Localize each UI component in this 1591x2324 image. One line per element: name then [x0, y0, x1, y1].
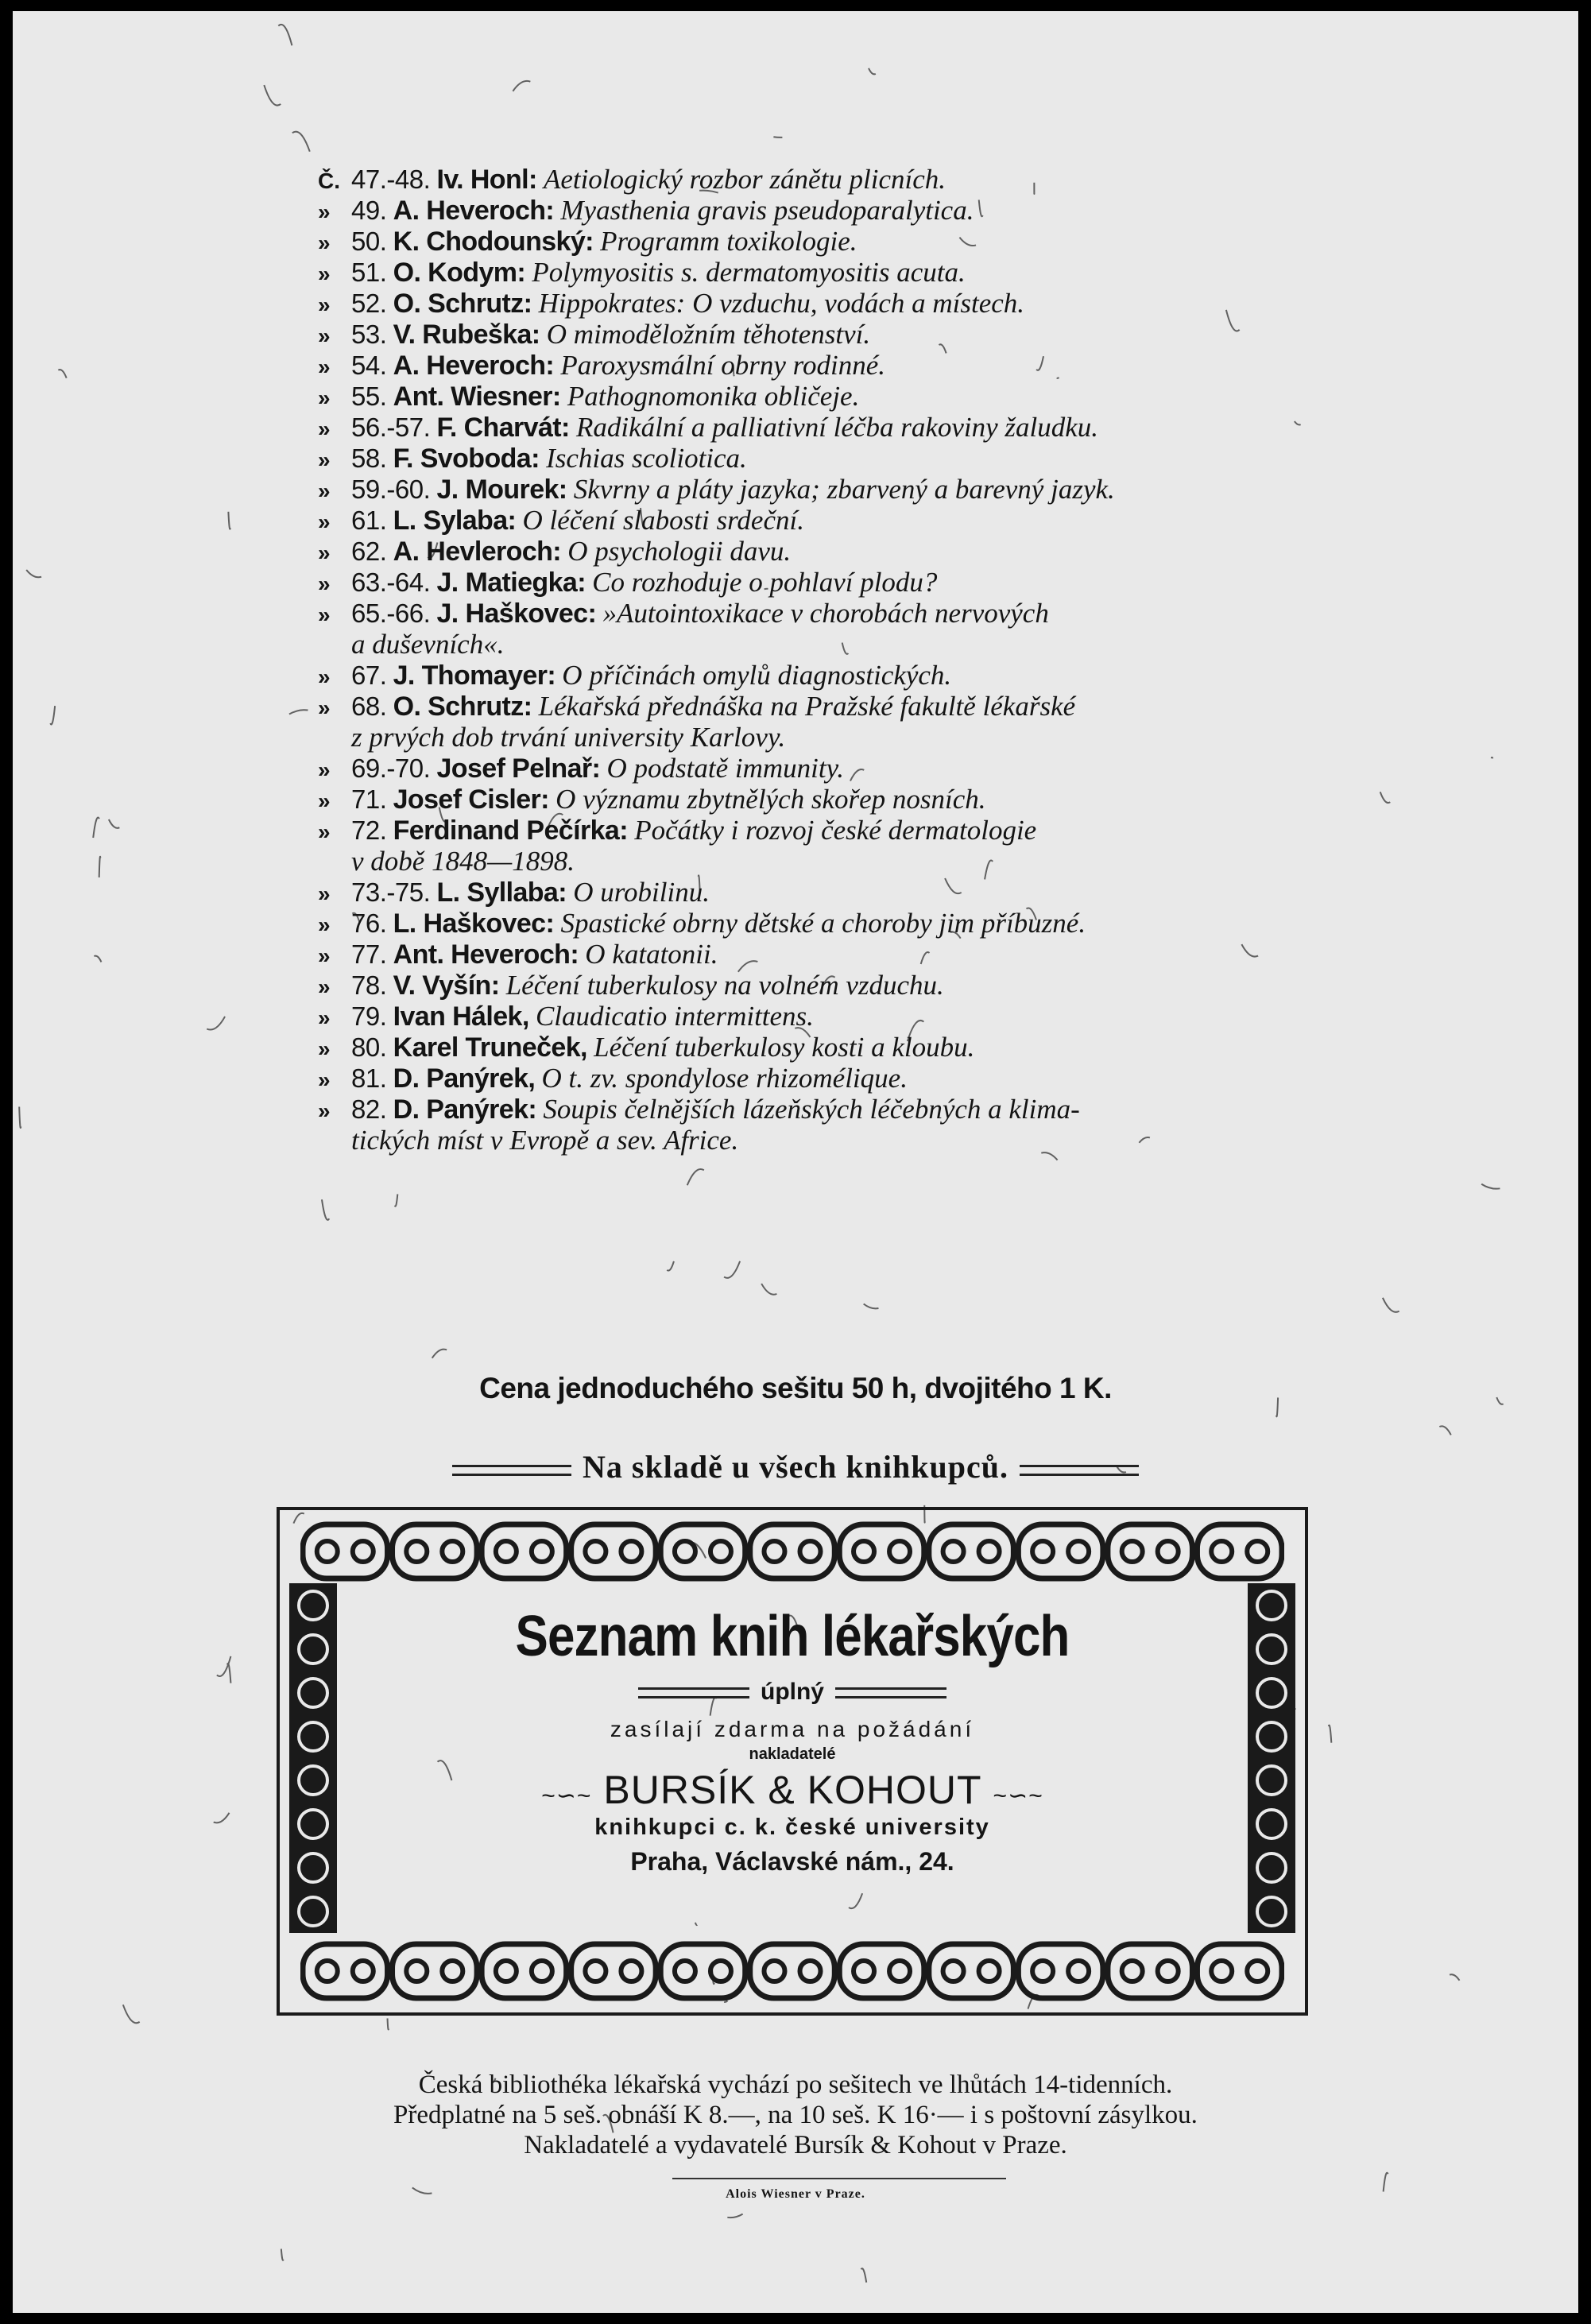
entry-continuation: tických míst v Evropě a sev. Africe.: [351, 1125, 739, 1156]
entry-marker: »: [318, 881, 331, 906]
advertisement-box: [277, 1507, 1308, 2016]
entry-marker: »: [318, 602, 331, 627]
entry-author: L. Haškovec:: [393, 908, 555, 939]
entry-author: L. Sylaba:: [393, 505, 517, 536]
entry-marker: »: [318, 1036, 331, 1061]
entry-marker: »: [318, 571, 331, 596]
entry-marker: »: [318, 416, 331, 441]
entry-number: 73.-75.: [351, 877, 431, 907]
price-line: Cena jednoduchého sešitu 50 h, dvojitého 1 K.: [479, 1372, 1112, 1404]
ornament-scroll: [1108, 1524, 1193, 1578]
entry-title: O psychologii davu.: [567, 536, 792, 567]
entry-title: Radikální a palliativní léčba rakoviny žaludku.: [575, 412, 1099, 443]
entry-author: J. Haškovec:: [436, 598, 597, 629]
entry-marker: »: [318, 695, 331, 720]
entry-number: 56.-57.: [351, 413, 431, 442]
ad-university-line: knihkupci c. k. české university: [594, 1815, 990, 1840]
list-item: [318, 536, 791, 568]
list-item: [318, 164, 946, 196]
list-item: [318, 1063, 908, 1095]
entry-title: Programm toxikologie.: [600, 226, 857, 257]
list-item: [318, 505, 804, 537]
entry-title: Lékařská přednáška na Pražské fakultě lékařské: [538, 691, 1076, 722]
entry-title: Soupis čelnějších lázeňských léčebných a klima-: [543, 1094, 1080, 1125]
entry-number: 47.-48.: [351, 165, 431, 194]
ornament-scroll: [482, 1524, 567, 1578]
entry-number: 49.: [351, 196, 387, 225]
entry-title: Aetiologický rozbor zánětu plicních.: [543, 164, 946, 195]
entry-continuation: z prvých dob trvání university Karlovy.: [351, 722, 786, 753]
entry-number: 78.: [351, 970, 387, 1000]
list-item: [318, 257, 966, 289]
ornament-scroll: [1018, 1524, 1103, 1578]
ornament-scroll: [571, 1944, 656, 1998]
list-item: [318, 815, 1036, 847]
entry-author: Iv. Honl:: [436, 165, 537, 195]
ornament-bottom: [300, 1939, 1284, 2003]
entry-author: O. Schrutz:: [393, 289, 532, 319]
ornament-scroll: [660, 1524, 745, 1578]
entry-title: Co rozhoduje o pohlaví plodu?: [592, 567, 938, 598]
availability-line: [13, 1448, 1578, 1485]
entry-title: O mimoděložním těhotenství.: [546, 319, 871, 350]
entry-number: 72.: [351, 815, 387, 845]
ad-address: Praha, Václavské nám., 24.: [630, 1847, 954, 1876]
footer-rule: [672, 2178, 1006, 2179]
entry-title: Spastické obrny dětské a choroby jim příbuzné.: [560, 908, 1086, 939]
entry-number: 63.-64.: [351, 567, 431, 597]
entry-marker: »: [318, 354, 331, 379]
entry-marker: »: [318, 1098, 331, 1123]
entry-marker: »: [318, 509, 331, 534]
ornament-scroll: [839, 1944, 924, 1998]
ornament-scroll: [929, 1524, 1014, 1578]
entry-author: Ferdinand Pečírka:: [393, 815, 628, 846]
ad-publisher-label: nakladatelé: [749, 1745, 836, 1763]
entry-marker: »: [318, 788, 331, 813]
entry-title: Ischias scoliotica.: [546, 443, 747, 474]
entry-author: A. Heveroch:: [393, 351, 555, 381]
ornament-scroll: [1108, 1944, 1193, 1998]
entry-marker: »: [318, 1067, 331, 1092]
list-item: [318, 660, 951, 692]
entry-number: 69.-70.: [351, 753, 431, 783]
ornament-right: [1248, 1583, 1295, 1933]
ornament-top: [300, 1520, 1284, 1583]
double-rule-left: [452, 1465, 571, 1476]
entry-author: Karel Truneček,: [393, 1032, 587, 1063]
list-item: [318, 970, 944, 1002]
entry-continuation: a duševních«.: [351, 629, 505, 660]
ornament-scroll: [482, 1944, 567, 1998]
entry-title: Léčení tuberkulosy na volném vzduchu.: [505, 970, 944, 1001]
entry-marker: »: [318, 664, 331, 689]
ornament-scroll: [750, 1944, 835, 1998]
entry-author: Josef Pelnař:: [436, 753, 601, 784]
list-item: [318, 691, 1075, 723]
entry-title: Hippokrates: O vzduchu, vodách a místech.: [538, 288, 1025, 319]
entry-author: D. Panýrek:: [393, 1094, 537, 1125]
list-item: [318, 908, 1086, 940]
entry-marker: »: [318, 819, 331, 844]
list-item: [318, 753, 844, 785]
double-rule-right: [1020, 1465, 1139, 1476]
ornament-scroll: [571, 1524, 656, 1578]
entry-number: 59.-60.: [351, 474, 431, 504]
printer-imprint: Alois Wiesner v Praze.: [726, 2187, 865, 2201]
page: [13, 11, 1578, 2313]
ornament-left: [289, 1583, 337, 1933]
entry-number: 68.: [351, 691, 387, 721]
footer-line-2: Předplatné na 5 seš. obnáší K 8.—, na 10 seš. K 16·— i s poštovní zásylkou.: [393, 2101, 1198, 2129]
entry-title: Claudicatio intermittens.: [535, 1001, 814, 1032]
entry-title: O příčinách omylů diagnostických.: [562, 660, 952, 691]
entry-title: O léčení slabosti srdeční.: [522, 505, 804, 536]
entry-number: 62.: [351, 536, 387, 566]
entry-number: 52.: [351, 289, 387, 318]
entry-title: O významu zbytnělých skořep nosních.: [555, 784, 986, 815]
ornament-scroll: [303, 1944, 388, 1998]
list-item: [318, 474, 1115, 506]
entry-author: F. Charvát:: [436, 413, 570, 443]
list-item: [318, 877, 710, 909]
footer-line-3: Nakladatelé a vydavatelé Bursík & Kohout v Praze.: [524, 2131, 1067, 2159]
entry-title: »Autointoxikace v chorobách nervových: [602, 598, 1049, 629]
advertisement-text: [343, 1590, 1241, 1933]
entry-author: L. Syllaba:: [436, 877, 567, 908]
entry-title: Polymyositis s. dermatomyositis acuta.: [532, 257, 966, 288]
entry-number: 53.: [351, 320, 387, 349]
entry-marker: »: [318, 974, 331, 999]
entry-number: 80.: [351, 1032, 387, 1062]
entry-marker: »: [318, 323, 331, 348]
entry-marker: »: [318, 1005, 331, 1030]
entry-number: 54.: [351, 351, 387, 380]
entry-number: 65.-66.: [351, 598, 431, 628]
entry-marker: »: [318, 478, 331, 503]
entry-marker: »: [318, 261, 331, 286]
list-item: [318, 939, 718, 971]
entry-number: 77.: [351, 939, 387, 969]
ad-title: Seznam knih lékařských: [515, 1605, 1070, 1668]
entry-number: 61.: [351, 505, 387, 535]
entry-marker: »: [318, 199, 331, 224]
availability-text: Na skladě u všech knihkupců.: [583, 1449, 1008, 1485]
ad-full-label: úplný: [343, 1679, 1241, 1706]
entry-number: 67.: [351, 660, 387, 690]
entry-author: K. Chodounský:: [393, 227, 594, 257]
entry-number: 79.: [351, 1001, 387, 1031]
entry-author: V. Vyšín:: [393, 970, 500, 1001]
entry-marker: »: [318, 943, 331, 968]
entry-author: Ant. Heveroch:: [393, 939, 579, 970]
ornament-scroll: [929, 1944, 1014, 1998]
entry-author: Josef Cisler:: [393, 784, 549, 815]
entry-number: 71.: [351, 784, 387, 814]
entry-number: 50.: [351, 227, 387, 256]
list-item: [318, 381, 859, 413]
entry-marker: »: [318, 540, 331, 565]
ornament-scroll: [660, 1944, 745, 1998]
list-item: [318, 1094, 1080, 1126]
entry-author: Ivan Hálek,: [393, 1001, 529, 1032]
entry-title: Paroxysmální obrny rodinné.: [560, 350, 886, 381]
entry-number: 58.: [351, 443, 387, 473]
entry-author: O. Schrutz:: [393, 691, 532, 722]
list-item: [318, 226, 857, 258]
entry-title: O katatonii.: [585, 939, 718, 970]
entry-author: A. Heveroch:: [393, 196, 555, 226]
entry-title: O urobilinu.: [573, 877, 710, 908]
ornament-scroll: [303, 1524, 388, 1578]
list-item: [318, 195, 974, 227]
list-item: [318, 288, 1024, 320]
entry-title: O podstatě immunity.: [606, 753, 844, 784]
entry-author: V. Rubeška:: [393, 320, 540, 350]
ornament-scroll: [1197, 1944, 1282, 1998]
entry-author: F. Svoboda:: [393, 443, 540, 474]
list-item: [318, 319, 870, 351]
list-item: [318, 350, 885, 382]
list-item: [318, 1032, 974, 1064]
footer-notice: [13, 2070, 1578, 2160]
ornament-scroll: [1018, 1944, 1103, 1998]
entry-title: Počátky i rozvoj české dermatologie: [634, 815, 1037, 846]
list-item: [318, 1001, 814, 1033]
entry-marker: »: [318, 385, 331, 410]
entry-author: D. Panýrek,: [393, 1063, 536, 1094]
entry-marker: »: [318, 447, 331, 472]
footer-line-1: Česká bibliothéka lékařská vychází po sešitech ve lhůtách 14-tidenních.: [418, 2070, 1173, 2099]
entry-title: Pathognomonika obličeje.: [567, 381, 860, 412]
ad-firm-name: ~∽~ BURSÍK & KOHOUT ~∽~: [541, 1768, 1043, 1812]
entry-number: 51.: [351, 258, 387, 287]
entry-marker: »: [318, 292, 331, 317]
entry-author: A. Hevleroch:: [393, 536, 561, 567]
entry-marker: »: [318, 912, 331, 937]
entry-author: Ant. Wiesner:: [393, 382, 561, 412]
ad-send-line: zasílají zdarma na požádání: [610, 1717, 975, 1741]
ornament-scroll: [393, 1524, 478, 1578]
list-item: [318, 412, 1098, 444]
ornament-scroll: [393, 1944, 478, 1998]
entry-title: Skvrny a pláty jazyka; zbarvený a barevný jazyk.: [573, 474, 1115, 505]
ornament-scroll: [750, 1524, 835, 1578]
ornament-scroll: [839, 1524, 924, 1578]
entry-marker: »: [318, 230, 331, 255]
list-item: [318, 784, 986, 816]
entry-author: J. Mourek:: [436, 474, 567, 505]
entry-number: 55.: [351, 382, 387, 411]
entry-author: J. Matiegka:: [436, 567, 586, 598]
entry-author: J. Thomayer:: [393, 660, 556, 691]
list-item: [318, 567, 937, 599]
publication-list: [13, 11, 1578, 1362]
entry-number: 76.: [351, 908, 387, 938]
entry-title: Léčení tuberkulosy kosti a kloubu.: [594, 1032, 975, 1063]
entry-title: Myasthenia gravis pseudoparalytica.: [560, 195, 974, 226]
list-item: [318, 443, 747, 475]
entry-number: 81.: [351, 1063, 387, 1093]
entry-title: O t. zv. spondylose rhizomélique.: [541, 1063, 908, 1094]
entry-continuation: v době 1848—1898.: [351, 846, 575, 877]
entry-number: 82.: [351, 1094, 387, 1124]
ornament-scroll: [1197, 1524, 1282, 1578]
list-item: [318, 598, 1049, 630]
entry-marker: »: [318, 757, 331, 782]
entry-marker: Č.: [318, 168, 340, 193]
entry-author: O. Kodym:: [393, 258, 526, 288]
